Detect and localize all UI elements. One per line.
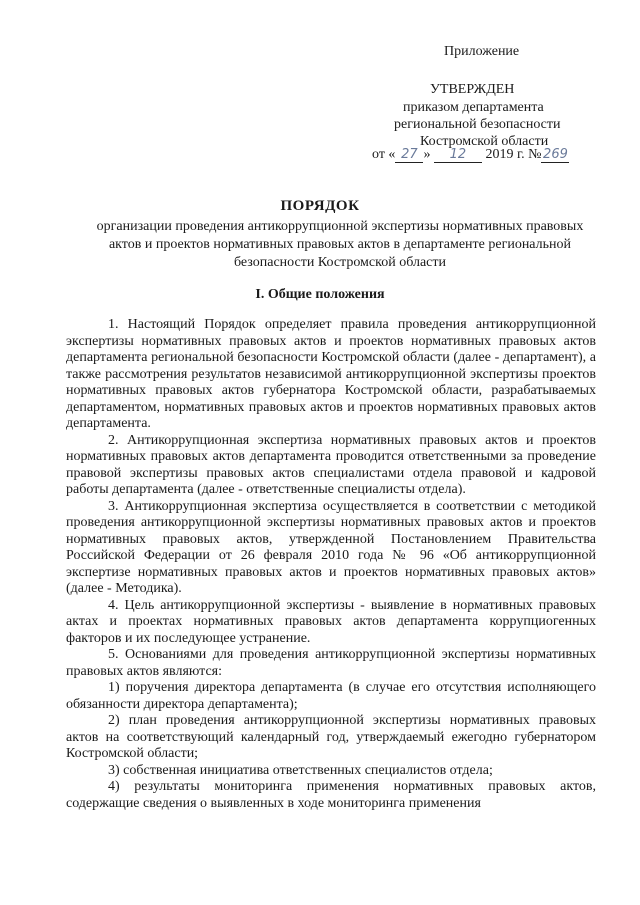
paragraph-5: 5. Основаниями для проведения антикоррупционной экспертизы нормативных правовых актов являются: [66, 647, 596, 679]
approval-line-2: региональной безопасности [394, 117, 561, 132]
order-reference [372, 147, 569, 163]
list-item-4: 4) результаты мониторинга применения нормативных правовых актов, содержащие сведения о выявленных в ходе мониторинга применения [66, 779, 596, 811]
document-subtitle: организации проведения антикоррупционной экспертизы нормативных правовых актов и проектов нормативных правовых актов в департаменте региональной безопасности Костромской области [96, 219, 584, 270]
paragraph-2: 2. Антикоррупционная экспертиза нормативных правовых актов и проектов нормативных правовых актов департамента проводится ответственными за проведение правовой экспертизы правовых актов специалистами отдела правовой и кадровой работы департамента (далее - ответственные специалисты отдела). [66, 432, 596, 497]
approval-line-1: приказом департамента [403, 100, 544, 115]
section-title: I. Общие положения [255, 287, 385, 302]
approval-line-3: Костромской области [420, 134, 549, 149]
document-title: ПОРЯДОК [280, 198, 360, 214]
paragraph-1: 1. Настоящий Порядок определяет правила проведения антикоррупционной экспертизы нормативных правовых актов и проектов нормативных правовых актов департамента региональной безопасности Костромской области (далее - департамент), а также рассмотрения результатов независимой антикоррупционной экспертизы проектов нормативных правовых актов губернатора Костромской области, разрабатываемых департаментом, нормативных правовых актов и проектов нормативных правовых актов департамента. [66, 317, 596, 431]
list-item-2: 2) план проведения антикоррупционной экспертизы нормативных правовых актов на соответствующий календарный год, утверждаемый ежегодно губернатором Костромской области; [66, 713, 596, 761]
list-item-3: 3) собственная инициатива ответственных специалистов отдела; [108, 762, 493, 778]
order-month: 12 [434, 148, 482, 163]
order-year: 2019 г. № [485, 147, 542, 162]
list-item-1: 1) поручения директора департамента (в случае его отсутствия исполняющего обязанности директора департамента); [66, 680, 596, 712]
document-body [66, 317, 596, 812]
appendix-label: Приложение [444, 44, 520, 59]
order-day: 27 [395, 148, 423, 163]
paragraph-4: 4. Цель антикоррупционной экспертизы - выявление в нормативных правовых актах и проектах нормативных правовых актов департамента коррупциогенных факторов и их последующее устранение. [66, 597, 596, 646]
paragraph-3: 3. Антикоррупционная экспертиза осуществляется в соответствии с методикой проведения антикоррупционной экспертизы нормативных правовых актов и проектов нормативных правовых актов, утвержденной Постановлением Правительства Российской Федерации от 26 февраля 2010 года № 96 «Об антикоррупционной экспертизе нормативных правовых актов и проектов нормативных правовых актов» (далее - Методика). [66, 498, 596, 596]
approved-label: УТВЕРЖДЕН [430, 82, 515, 97]
order-number: 269 [543, 147, 568, 162]
order-prefix: от « [372, 147, 396, 162]
order-mid: » [423, 147, 431, 162]
